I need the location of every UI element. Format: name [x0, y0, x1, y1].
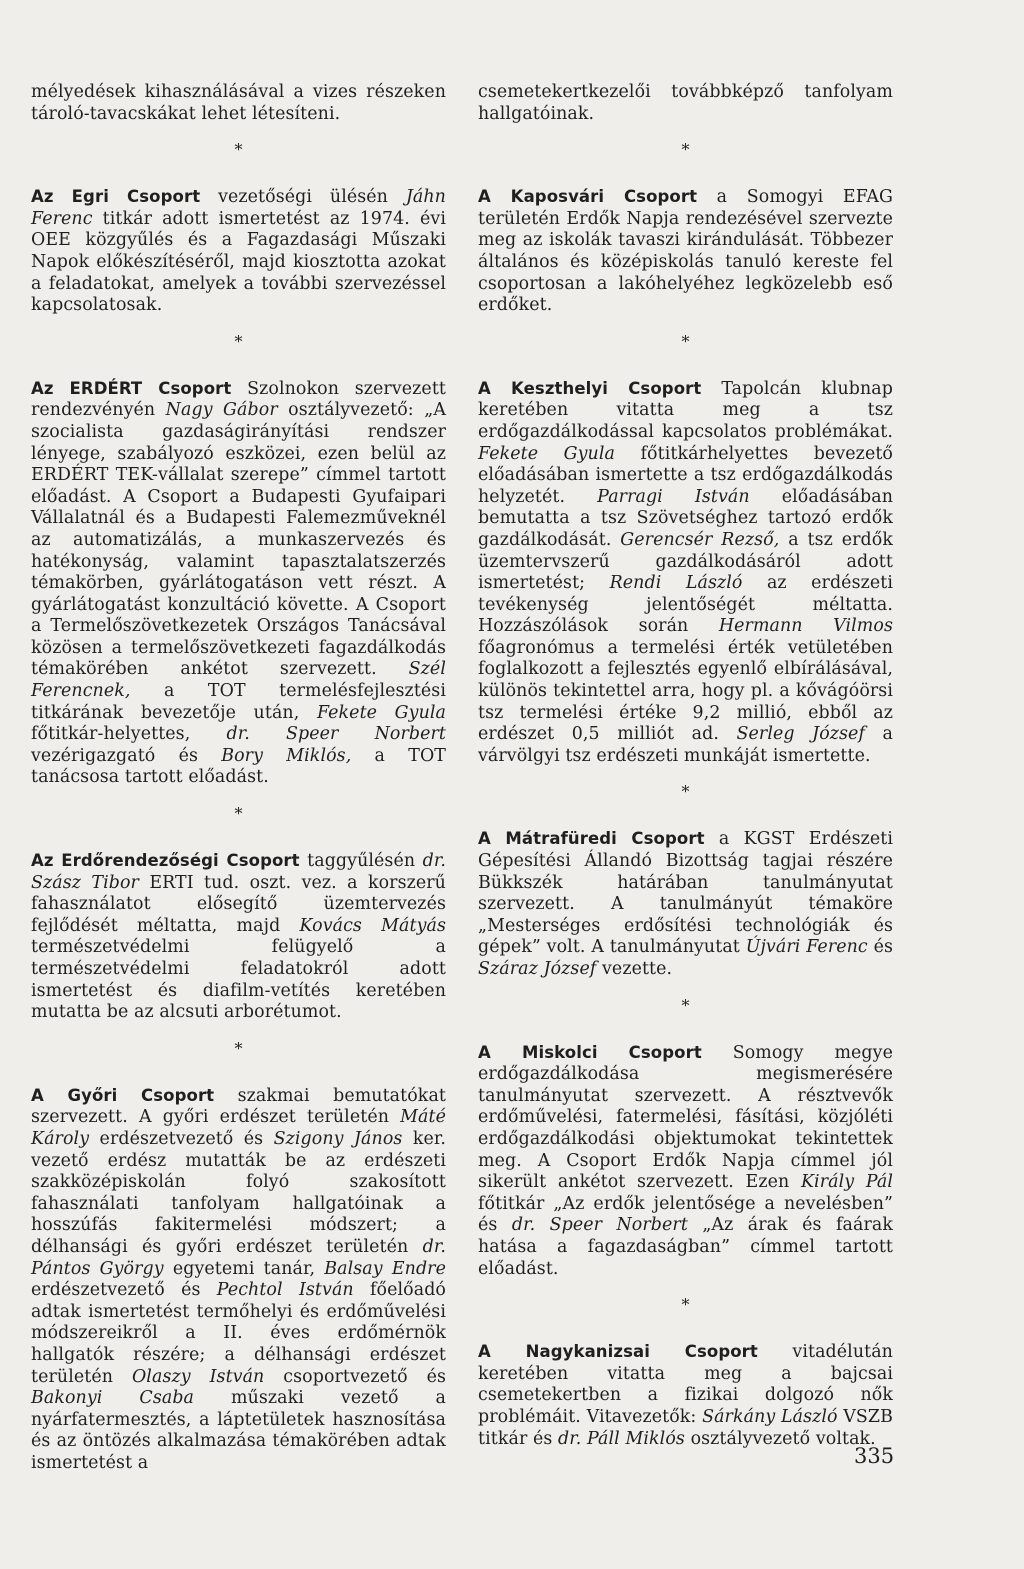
body-text: erdészetvezető és: [89, 1128, 274, 1149]
body-text: egyetemi tanár,: [163, 1258, 325, 1279]
body-text: titkár adott ismertetést az 1974. évi OEE közgyűlés és a Fagazdasági Műszaki Napok előkészítéséről, majd kiosztotta azokat a feladatokat, amelyek a további szervezéssel kapcsolatosak.: [31, 208, 446, 316]
body-text: ker. vezető erdész mutatták be az erdészeti szakközépiskolán folyó szakosított fahasználati tanfolyam hallgatóinak a hosszúfás fakitermelési módszert; a délhansági és győri erdészet területén: [31, 1128, 446, 1257]
group-heading: A Kaposvári Csoport: [478, 187, 698, 207]
person-name: Pechtol István: [216, 1280, 354, 1301]
person-name: dr. Speer Norbert: [511, 1215, 688, 1236]
person-name: Kovács Mátyás: [299, 915, 446, 936]
group-heading: A Nagykanizsai Csoport: [478, 1342, 758, 1362]
person-name: Serleg József: [736, 724, 865, 745]
person-name: Szél Ferencnek,: [31, 659, 446, 702]
article-paragraph: [478, 378, 893, 768]
person-name: Király Pál: [800, 1172, 893, 1193]
person-name: Hermann Vilmos: [718, 616, 893, 637]
section-separator: *: [234, 804, 243, 824]
person-name: dr. Páll Miklós: [558, 1428, 685, 1449]
body-text: a KGST Erdészeti Gépesítési Állandó Bizottság tagjai részére Bükkszék határában tanulmányutat szervezett. A tanulmányút témaköre „Mesterséges erdősítési technológiák és gépek” volt. A tanulmányutat: [478, 829, 893, 958]
person-name: Máté Károly: [31, 1107, 446, 1149]
person-name: Fekete Gyula: [478, 443, 615, 464]
article-paragraph: [478, 828, 893, 980]
body-text: ERTI tud. oszt. vez. a korszerű fahasználatot elősegítő üzemtervezés fejlődését méltatta, majd: [31, 872, 446, 936]
body-text: Somogy megye erdőgazdálkodása megismerésére tanulmányutat szervezett. A résztvevők erdőművelési, fatermelési, fásítási, közjóléti erdőgazdálkodási objektumokat tekintettek meg. A Csoport Erdők Napja címmel jól sikerült ankétot szervezett. Ezen: [478, 1042, 893, 1193]
person-name: Bory Miklós,: [221, 745, 352, 766]
person-name: Sárkány László: [702, 1406, 838, 1427]
group-heading: A Mátrafüredi Csoport: [478, 829, 705, 849]
body-text: főagronómus a termelési érték vetületében foglalkozott a fejlesztés egyenlő elbírálásával, különös tekintettel arra, hogy pl. a kővágóörsi tsz termelési értéke 9,2 millió, ebből az erdészet 0,5 milliót ad.: [478, 637, 893, 745]
article-paragraph: [31, 186, 446, 317]
body-text: főelőadó adtak ismertetést termőhelyi és erdőművelési módszereikről a II. éves erdőmérnök hallgatók részére; a délhansági erdészet területén: [31, 1280, 446, 1387]
section-separator: *: [681, 1295, 690, 1315]
group-heading: Az Egri Csoport: [31, 187, 201, 207]
article-paragraph: [478, 186, 893, 317]
section-separator: *: [681, 331, 690, 351]
group-heading: Az ERDÉRT Csoport: [31, 378, 232, 398]
body-text: szakmai bemutatókat szervezett. A győri erdészet területén: [31, 1085, 447, 1128]
body-text: a TOT tanácsosa tartott előadást.: [31, 745, 447, 788]
section-separator: *: [681, 995, 690, 1015]
body-text: vezette.: [596, 959, 673, 979]
article-paragraph: [478, 1341, 893, 1450]
person-name: Fekete Gyula: [316, 702, 446, 723]
body-text: a várvölgyi tsz erdészeti munkáját ismertette.: [478, 724, 893, 766]
group-heading: Az Erdőrendezőségi Csoport: [31, 851, 300, 871]
article-paragraph: [31, 378, 446, 789]
person-name: Parragi István: [597, 486, 750, 507]
body-text: osztályvezető: „A szocialista gazdaságirányítási rendszer lényege, szabályozó eszközei, ezen belül az ERDÉRT TEK-vállalat szerepe” címmel tartott előadást. A Csoport a Budapesti Gyufaipari Vállalatnál és a Budapesti Falemezműveknél az automatizálás, a munkaszervezés és hatékonyság, valamint tapasztalatszerzés témakörben, gyárlátogatáson vett részt. A gyárlátogatást konzultáció követte. A Csoport a Termelőszövetkezetek Országos Tanácsával közösen a termelőszövetkezeti fagazdálkodás témakörében ankétot szervezett.: [31, 400, 446, 680]
person-name: Jáhn Ferenc: [31, 187, 446, 229]
body-text: műszaki vezető a nyárfatermesztés, a láptetületek hasznosítása és az öntözés alkalmazása témakörében adtak ismertetést a: [31, 1388, 447, 1473]
section-separator: *: [234, 140, 243, 160]
body-text: a tsz erdők üzemtervszerű gazdálkodásáról adott ismertetést;: [478, 529, 893, 594]
body-text: főtitkár „Az erdők jelentősége a nevelésben” és: [478, 1193, 893, 1236]
body-text: az erdészeti tevékenység jelentőségét méltatta. Hozzászólások során: [478, 573, 894, 637]
article-paragraph: [31, 1085, 446, 1475]
body-text: főtitkárhelyettes bevezető előadásában ismertette a tsz erdőgazdálkodás helyzetét.: [478, 443, 893, 507]
left-column: [31, 82, 446, 1474]
person-name: dr. Pántos György: [31, 1236, 446, 1279]
right-column: [478, 82, 893, 1450]
article-paragraph: [478, 1042, 893, 1281]
article-paragraph: [31, 850, 446, 1024]
person-name: Balsay Endre: [324, 1258, 446, 1279]
body-text: erdészetvezető és: [31, 1280, 217, 1301]
person-name: Olaszy István: [131, 1366, 265, 1387]
body-text: csoportvezető és: [264, 1366, 446, 1387]
section-separator: *: [681, 140, 690, 160]
article-paragraph: [31, 82, 446, 125]
body-text: Tapolcán klubnap keretében vitatta meg a tsz erdőgazdálkodással kapcsolatos problémákat.: [478, 378, 893, 442]
person-name: Rendi László: [609, 573, 743, 594]
section-separator: *: [681, 782, 690, 802]
section-separator: *: [234, 1038, 243, 1058]
body-text: természetvédelmi felügyelő a természetvédelmi feladatokról adott ismertetést és diafilm-vetítés keretében mutatta be az alcsuti arborétumot.: [31, 937, 446, 1023]
person-name: Száraz József: [478, 959, 597, 979]
body-text: főtitkár-helyettes,: [31, 724, 227, 745]
person-name: dr. Speer Norbert: [226, 724, 446, 745]
person-name: dr. Szász Tibor: [31, 851, 446, 893]
body-text: a TOT termelésfejlesztési titkárának bevezetője után,: [31, 681, 446, 723]
section-separator: *: [234, 331, 243, 351]
page-number: 335: [854, 1444, 895, 1468]
body-text: előadásában bemutatta a tsz Szövetséghez tartozó erdők gazdálkodását.: [478, 486, 893, 550]
person-name: Nagy Gábor: [165, 400, 278, 421]
body-text: Szolnokon szervezett rendezvényén: [31, 378, 446, 421]
body-text: vezérigazgató és: [31, 745, 222, 766]
body-text: osztályvezető voltak.: [684, 1428, 876, 1449]
body-text: vitadélután keretében vitatta meg a bajcsai csemetekertben a fizikai dolgozó nők problémáit. Vitavezetők:: [478, 1342, 893, 1427]
group-heading: A Miskolci Csoport: [478, 1042, 702, 1062]
group-heading: A Győri Csoport: [31, 1085, 215, 1105]
body-text: vezetőségi ülésén: [200, 187, 406, 208]
body-text: „Az árak és faárak hatása a fagazdaságban” címmel tartott előadást.: [478, 1215, 893, 1279]
person-name: Szigony János: [273, 1128, 403, 1149]
body-text: VSZB titkár és: [478, 1406, 893, 1449]
person-name: Gerencsér Rezső,: [620, 529, 780, 550]
article-paragraph: [478, 82, 893, 125]
group-heading: A Keszthelyi Csoport: [478, 378, 702, 398]
body-text: taggyűlésén: [299, 851, 423, 872]
person-name: Újvári Ferenc: [745, 937, 868, 958]
body-text: mélyedések kihasználásával a vizes részeken tároló-tavacskákat lehet létesíteni.: [31, 82, 446, 124]
body-text: a Somogyi EFAG területén Erdők Napja rendezésével szervezte meg az iskolák tavaszi kirándulását. Többezer általános és középiskolás tanuló kereste fel csoportosan a lakóhelyéhez legközelebb eső erdőket.: [478, 187, 893, 316]
body-text: és: [867, 937, 893, 958]
person-name: Bakonyi Csaba: [31, 1388, 195, 1409]
body-text: csemetekertkezelői továbbképző tanfolyam hallgatóinak.: [478, 82, 893, 124]
